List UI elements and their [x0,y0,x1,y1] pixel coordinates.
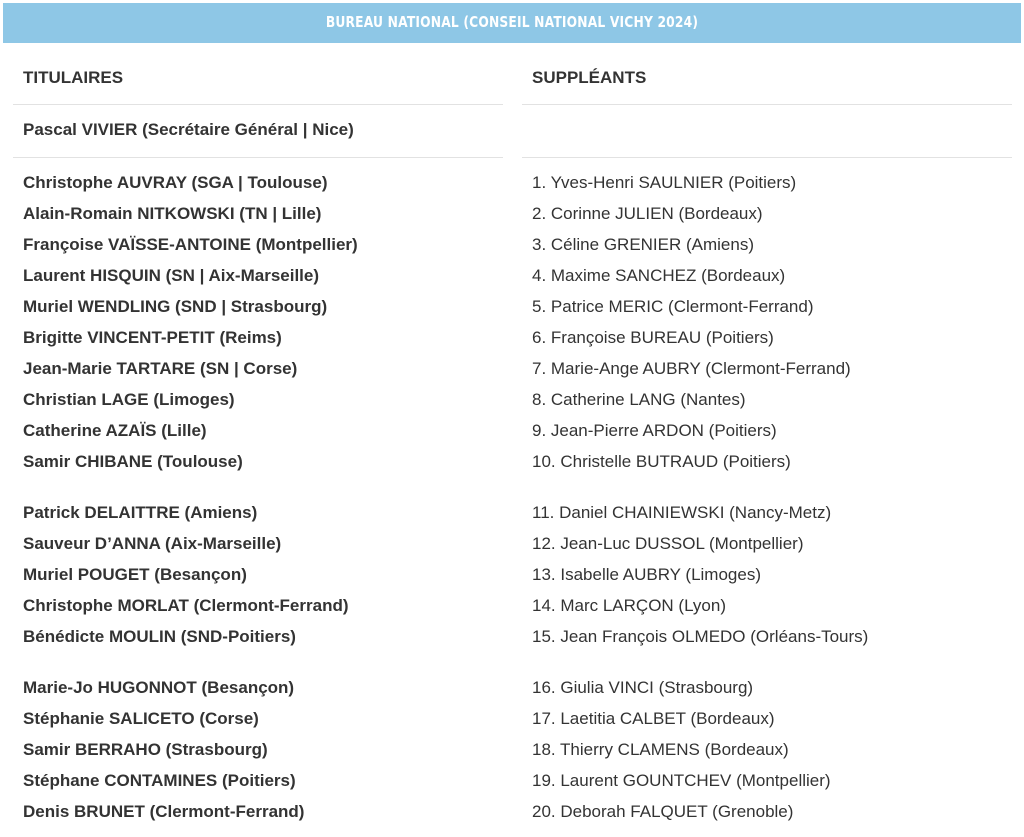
list-item: Muriel POUGET (Besançon) [23,565,247,584]
list-item: Christophe AUVRAY (SGA | Toulouse) [23,173,328,192]
suppleants-group-1 [532,173,851,483]
list-item: Samir CHIBANE (Toulouse) [23,452,243,471]
list-item: 6. Françoise BUREAU (Poitiers) [532,328,774,347]
list-item: 5. Patrice MERIC (Clermont-Ferrand) [532,297,814,316]
list-item: Marie-Jo HUGONNOT (Besançon) [23,678,295,697]
section-banner [3,3,1021,43]
titulaires-heading: TITULAIRES [23,68,124,87]
list-item: 9. Jean-Pierre ARDON (Poitiers) [532,421,777,440]
list-item: Laurent HISQUIN (SN | Aix-Marseille) [23,266,320,285]
list-item: 3. Céline GRENIER (Amiens) [532,235,755,254]
list-item: 17. Laetitia CALBET (Bordeaux) [532,709,775,728]
list-item: 13. Isabelle AUBRY (Limoges) [532,565,761,584]
list-item: 16. Giulia VINCI (Strasbourg) [532,678,754,697]
list-item: Muriel WENDLING (SND | Strasbourg) [23,297,328,316]
list-item: 20. Deborah FALQUET (Grenoble) [532,802,794,821]
titulaires-group-2 [23,503,349,658]
list-item: Catherine AZAÏS (Lille) [23,421,207,440]
titulaires-divider-bottom [13,157,503,158]
list-item: Sauveur D’ANNA (Aix-Marseille) [23,534,282,553]
list-item: Stéphanie SALICETO (Corse) [23,709,259,728]
list-item: Patrick DELAITTRE (Amiens) [23,503,258,522]
list-item: 8. Catherine LANG (Nantes) [532,390,746,409]
list-item: 15. Jean François OLMEDO (Orléans-Tours) [532,627,869,646]
suppleants-group-2 [532,503,868,658]
suppleants-divider-top [522,104,1012,105]
list-item: 1. Yves-Henri SAULNIER (Poitiers) [532,173,797,192]
list-item: 12. Jean-Luc DUSSOL (Montpellier) [532,534,804,553]
titulaires-divider-top [13,104,503,105]
list-item: 18. Thierry CLAMENS (Bordeaux) [532,740,789,759]
secretaire-general: Pascal VIVIER (Secrétaire Général | Nice) [23,120,354,139]
list-item: 14. Marc LARÇON (Lyon) [532,596,726,615]
titulaires-group-3 [23,678,304,833]
list-item: 2. Corinne JULIEN (Bordeaux) [532,204,763,223]
list-item: Brigitte VINCENT-PETIT (Reims) [23,328,282,347]
list-item: Alain-Romain NITKOWSKI (TN | Lille) [23,204,322,223]
list-item: Denis BRUNET (Clermont-Ferrand) [23,802,305,821]
suppleants-divider-bottom [522,157,1012,158]
list-item: 7. Marie-Ange AUBRY (Clermont-Ferrand) [532,359,851,378]
suppleants-heading: SUPPLÉANTS [532,68,647,87]
list-item: Christophe MORLAT (Clermont-Ferrand) [23,596,349,615]
banner-title: BUREAU NATIONAL (CONSEIL NATIONAL VICHY 2024) [325,13,699,31]
list-item: Françoise VAÏSSE-ANTOINE (Montpellier) [23,235,358,254]
list-item: Samir BERRAHO (Strasbourg) [23,740,268,759]
titulaires-group-1 [23,173,358,483]
list-item: 4. Maxime SANCHEZ (Bordeaux) [532,266,786,285]
list-item: 19. Laurent GOUNTCHEV (Montpellier) [532,771,831,790]
list-item: Stéphane CONTAMINES (Poitiers) [23,771,296,790]
list-item: 11. Daniel CHAINIEWSKI (Nancy-Metz) [532,503,832,522]
list-item: Christian LAGE (Limoges) [23,390,235,409]
list-item: Jean-Marie TARTARE (SN | Corse) [23,359,298,378]
list-item: Bénédicte MOULIN (SND-Poitiers) [23,627,296,646]
list-item: 10. Christelle BUTRAUD (Poitiers) [532,452,791,471]
suppleants-group-3 [532,678,831,833]
